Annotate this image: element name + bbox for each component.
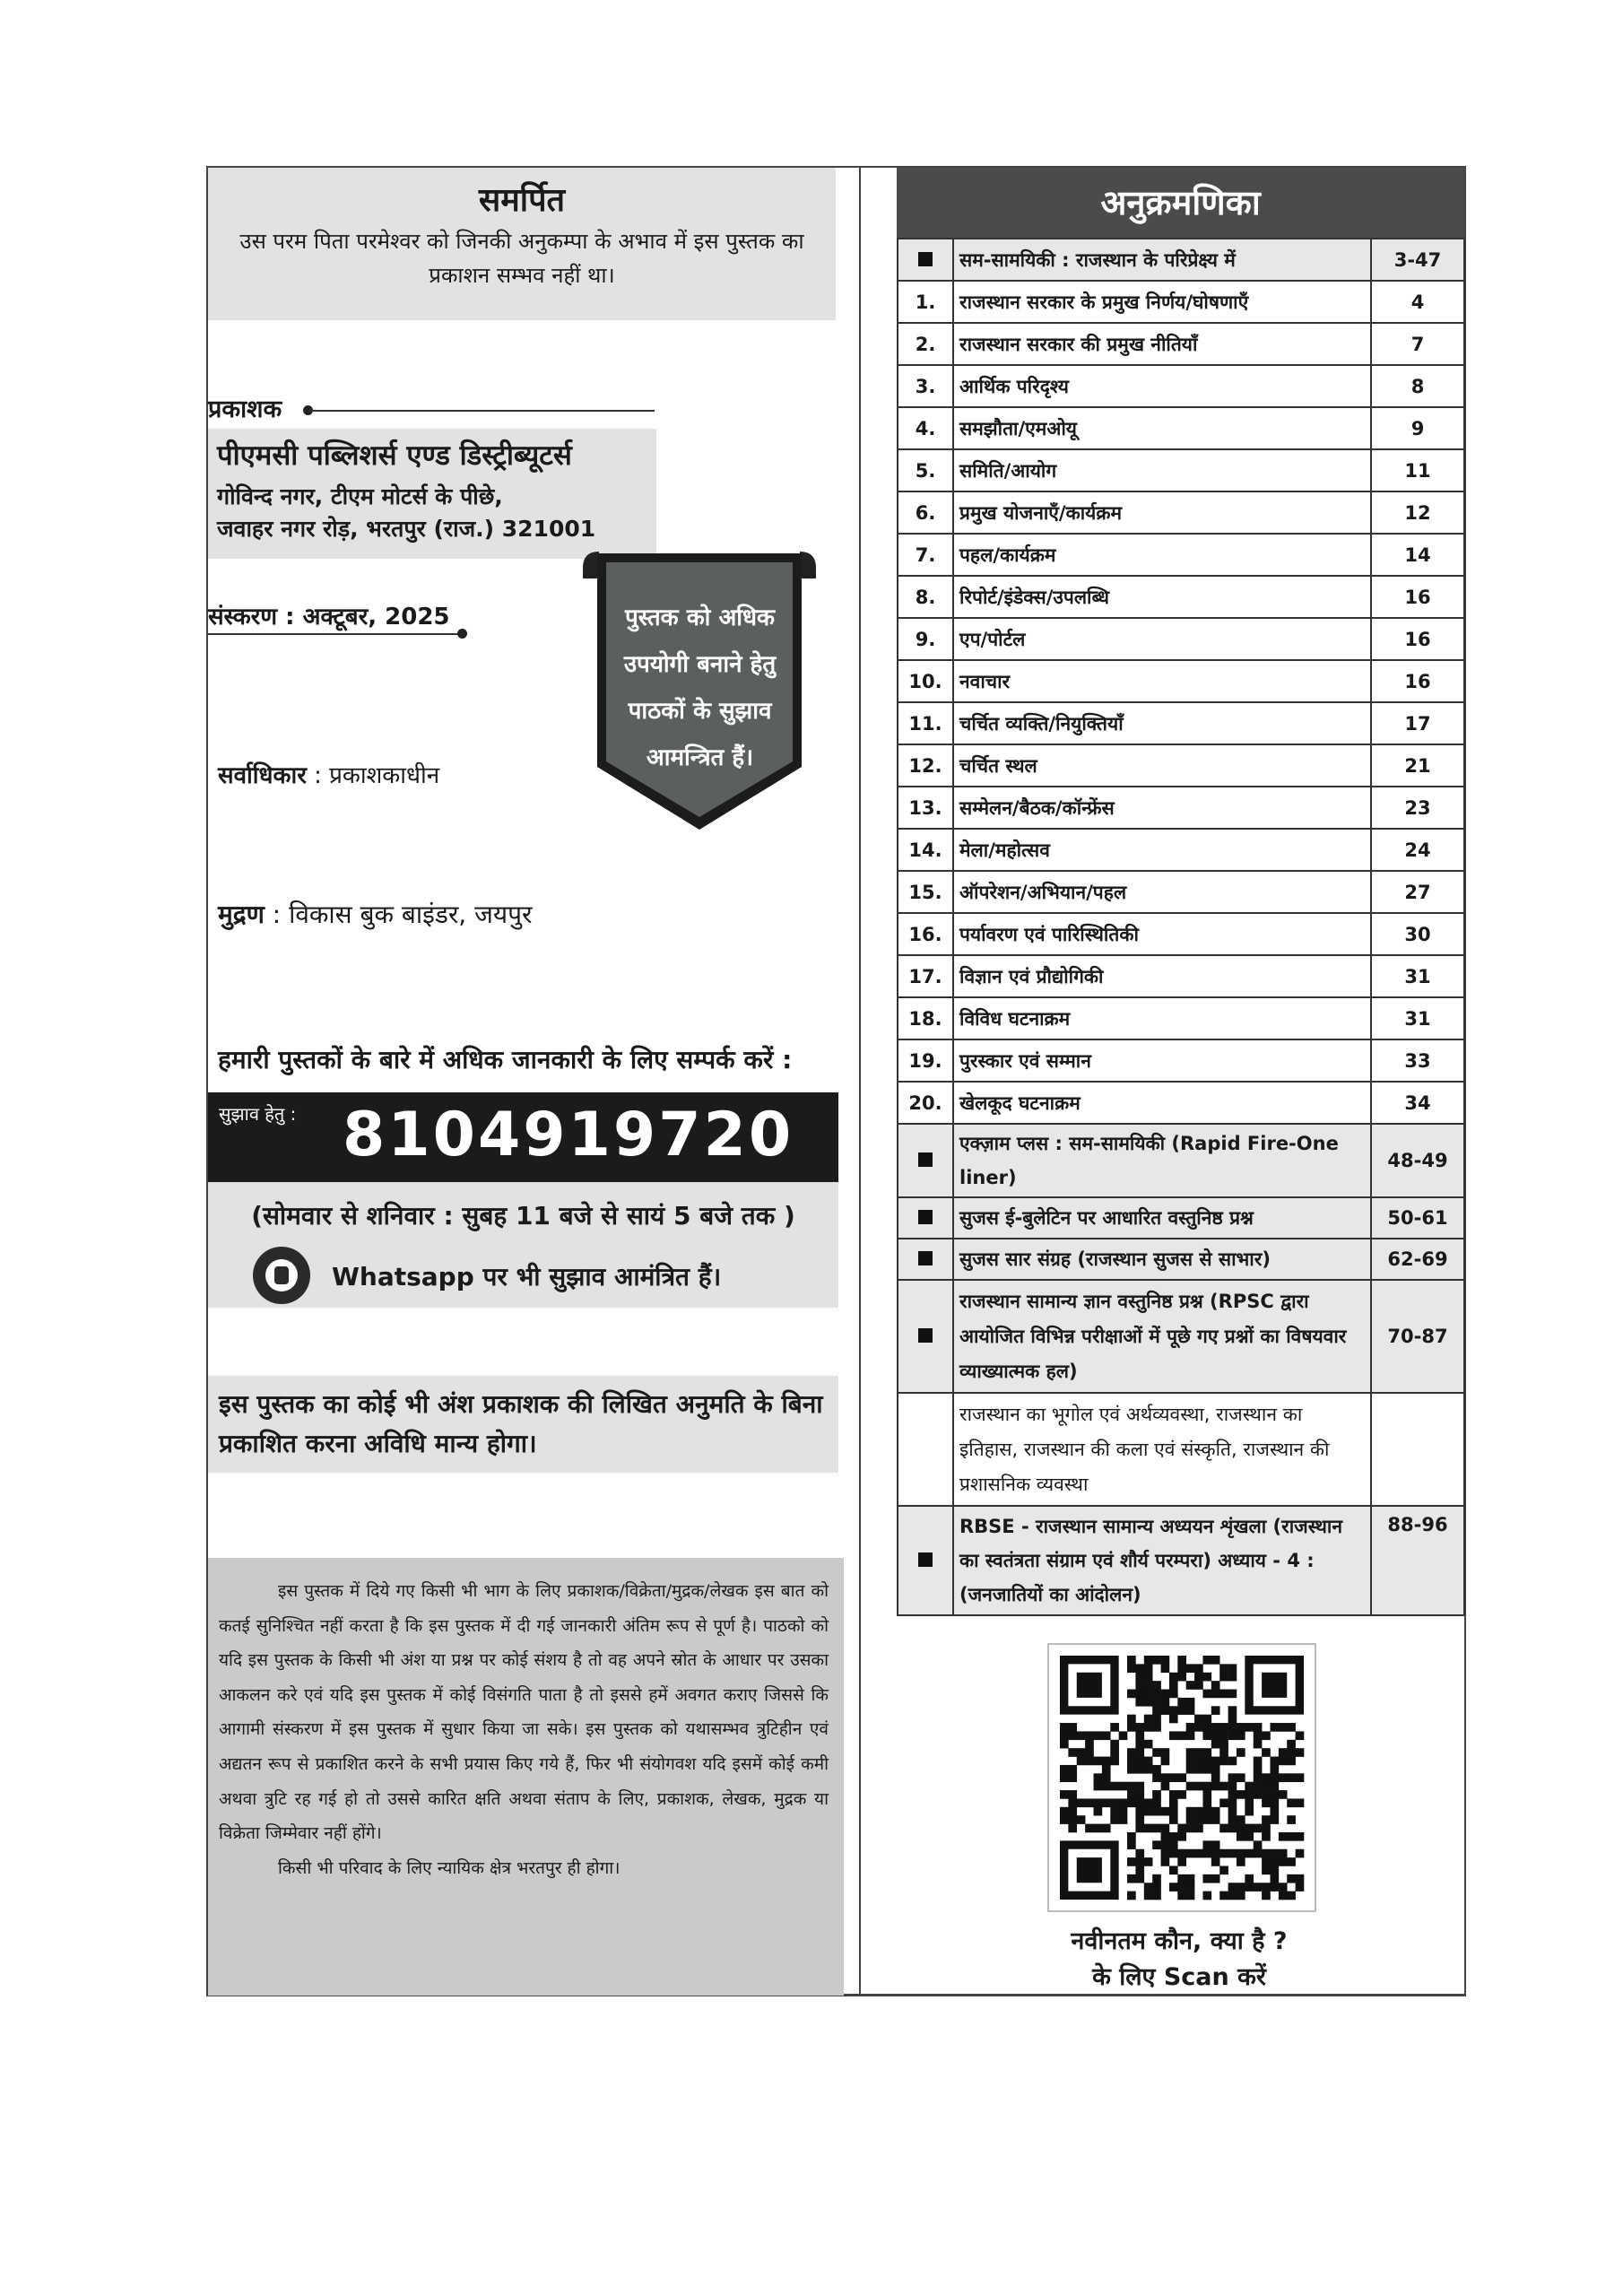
toc-entry-title: RBSE - राजस्थान सामान्य अध्ययन शृंखला (राजस्थान का स्वतंत्रता संग्राम एवं शौर्य परम्परा) अध्याय - 4 : (जनजातियों का आंदोलन): [953, 1506, 1371, 1615]
qr-caption-line2: के लिए Scan करें: [1092, 1963, 1266, 1991]
toc-entry-page: 24: [1371, 829, 1464, 871]
toc-row[interactable]: [898, 491, 1464, 534]
toc-entry-number: 18.: [898, 997, 953, 1039]
disclaimer-paragraph: इस पुस्तक में दिये गए किसी भी भाग के लिए प्रकाशक/विक्रेता/मुद्रक/लेखक इस बात को कतई सुनिश्चित नहीं करता है कि इस पुस्तक में दी गई जानकारी अंतिम रूप से पूर्ण है। पाठको को यदि इस पुस्तक के किसी भी अंश या प्रश्न पर कोई संशय है तो वह अपने स्रोत के आधार पर उसका आकलन करे एवं यदि इस पुस्तक में कोई विसंगति पाता है तो इससे हमें अवगत कराए जिससे कि आगामी संस्करण में इस पुस्तक में सुधार किया जा सके। इस पुस्तक को यथासम्भव त्रुटिहीन एवं अद्यतन रूप से प्रकाशित करने के सभी प्रयास किए गये हैं, फिर भी संयोगवश यदि इसमें कोई कमी अथवा त्रुटि रह गई हो तो उससे कारित क्षति अथवा संताप के लिए, प्रकाशक, लेखक, मुद्रक या विक्रेता जिम्मेवार नहीं होंगे।: [219, 1581, 829, 1844]
toc-entry-number: 7.: [898, 534, 953, 576]
toc-entry-number: 4.: [898, 407, 953, 449]
disclaimer-box: [208, 1558, 844, 1996]
whatsapp-brand: Whatsapp: [332, 1262, 474, 1292]
dedication-text: उस परम पिता परमेश्वर को जिनकी अनुकम्पा के अभाव में इस पुस्तक का प्रकाशन सम्भव नहीं था।: [239, 229, 804, 288]
toc-row[interactable]: [898, 1239, 1464, 1280]
toc-entry-title: ऑपरेशन/अभियान/पहल: [953, 871, 1371, 913]
bullet-dot: [457, 629, 467, 639]
jurisdiction-paragraph: किसी भी परिवाद के लिए न्यायिक क्षेत्र भरतपुर ही होगा।: [278, 1857, 621, 1878]
toc-entry-number: 14.: [898, 829, 953, 871]
toc-row[interactable]: [898, 787, 1464, 829]
toc-entry-title: राजस्थान सरकार की प्रमुख नीतियाँ: [953, 323, 1371, 365]
toc-entry-page: 33: [1371, 1039, 1464, 1082]
publisher-address-line1: गोविन्द नगर, टीएम मोटर्स के पीछे,: [217, 483, 503, 509]
toc-entry-page: 3-47: [1371, 239, 1464, 281]
toc-entry-title: एप/पोर्टल: [953, 618, 1371, 660]
square-bullet-icon: [918, 1328, 933, 1343]
toc-row[interactable]: [898, 913, 1464, 955]
toc-entry-number: 5.: [898, 449, 953, 491]
whatsapp-icon: [253, 1247, 310, 1304]
toc-entry-page: 17: [1371, 702, 1464, 744]
toc-entry-title: पहल/कार्यक्रम: [953, 534, 1371, 576]
toc-row[interactable]: [898, 1506, 1464, 1615]
toc-entry-title: खेलकूद घटनाक्रम: [953, 1082, 1371, 1124]
toc-row[interactable]: [898, 618, 1464, 660]
toc-entry-title: चर्चित व्यक्ति/नियुक्तियाँ: [953, 702, 1371, 744]
suggestion-label: सुझाव हेतु :: [219, 1103, 297, 1125]
toc-entry-title: राजस्थान सामान्य ज्ञान वस्तुनिष्ठ प्रश्न (RPSC द्वारा आयोजित विभिन्न परीक्षाओं में पूछे गए प्रश्नों का विषयवार व्याख्यात्मक हल): [953, 1280, 1371, 1393]
toc-entry-page: 48-49: [1371, 1124, 1464, 1197]
toc-table: [897, 238, 1465, 1616]
phone-bar: [208, 1092, 838, 1182]
toc-entry-number: 2.: [898, 323, 953, 365]
square-bullet-icon: [918, 1552, 933, 1567]
toc-entry-title: प्रमुख योजनाएँ/कार्यक्रम: [953, 491, 1371, 534]
toc-entry-number: 1.: [898, 281, 953, 323]
qr-code-image: [1049, 1645, 1315, 1910]
toc-entry-page: 16: [1371, 618, 1464, 660]
toc-entry-title: विज्ञान एवं प्रौद्योगिकी: [953, 955, 1371, 997]
toc-entry-page: 88-96: [1371, 1506, 1464, 1615]
toc-row[interactable]: [898, 239, 1464, 281]
toc-row[interactable]: [898, 323, 1464, 365]
edition-text: संस्करण : अक्टूबर, 2025: [208, 604, 450, 631]
toc-row[interactable]: [898, 1124, 1464, 1197]
toc-entry-title: एक्ज़ाम प्लस : सम-सामयिकी (Rapid Fire-One liner): [953, 1124, 1371, 1197]
toc-entry-title: सुजस ई-बुलेटिन पर आधारित वस्तुनिष्ठ प्रश्न: [953, 1197, 1371, 1239]
publisher-address-line2: जवाहर नगर रोड़, भरतपुर (राज.) 321001: [217, 516, 596, 542]
toc-row[interactable]: [898, 660, 1464, 702]
publisher-label: प्रकाशक: [208, 396, 282, 423]
toc-entry-page: 34: [1371, 1082, 1464, 1124]
toc-entry-page: 21: [1371, 744, 1464, 787]
dedication-title: समर्पित: [478, 182, 566, 219]
publisher-box: [208, 429, 656, 559]
toc-entry-number: 3.: [898, 365, 953, 407]
toc-entry-title: समिति/आयोग: [953, 449, 1371, 491]
toc-entry-page: 50-61: [1371, 1197, 1464, 1239]
toc-entry-title: मेला/महोत्सव: [953, 829, 1371, 871]
toc-row[interactable]: [898, 871, 1464, 913]
toc-entry-page: 8: [1371, 365, 1464, 407]
qr-caption-line1: नवीनतम कौन, क्या है ?: [1071, 1927, 1288, 1955]
toc-row[interactable]: [898, 1280, 1464, 1393]
toc-entry-number: 20.: [898, 1082, 953, 1124]
printing-value: : विकास बुक बाइंडर, जयपुर: [264, 900, 533, 929]
toc-row[interactable]: [898, 281, 1464, 323]
toc-entry-page: 14: [1371, 534, 1464, 576]
toc-row[interactable]: [898, 1197, 1464, 1239]
toc-entry-number: 15.: [898, 871, 953, 913]
toc-entry-page: 31: [1371, 997, 1464, 1039]
toc-entry-number: 10.: [898, 660, 953, 702]
toc-entry-page: 23: [1371, 787, 1464, 829]
toc-entry-page: 62-69: [1371, 1239, 1464, 1280]
square-bullet-icon: [918, 252, 933, 266]
whatsapp-line: [332, 1259, 721, 1293]
toc-entry-title: सम्मेलन/बैठक/कॉन्फ्रेंस: [953, 787, 1371, 829]
publisher-rule: [309, 410, 655, 412]
toc-entry-page: 70-87: [1371, 1280, 1464, 1393]
toc-entry-number: 11.: [898, 702, 953, 744]
toc-row[interactable]: [898, 744, 1464, 787]
toc-row[interactable]: [898, 449, 1464, 491]
rights-label: सर्वाधिकार: [218, 762, 307, 789]
toc-row[interactable]: [898, 365, 1464, 407]
dedication-box: [208, 168, 836, 320]
toc-entry-page: 11: [1371, 449, 1464, 491]
toc-entry-page: 27: [1371, 871, 1464, 913]
qr-caption: [1004, 1924, 1354, 1996]
toc-entry-number: 9.: [898, 618, 953, 660]
contact-heading: हमारी पुस्तकों के बारे में अधिक जानकारी के लिए सम्पर्क करें :: [218, 1045, 793, 1074]
toc-entry-title: राजस्थान का भूगोल एवं अर्थव्यवस्था, राजस्थान का इतिहास, राजस्थान की कला एवं संस्कृति, राजस्थान की प्रशासनिक व्यवस्था: [953, 1393, 1371, 1506]
edition-rule: [208, 633, 464, 635]
toc-row[interactable]: [898, 576, 1464, 618]
toc-row[interactable]: [898, 1082, 1464, 1124]
whatsapp-text: पर भी सुझाव आमंत्रित हैं।: [473, 1262, 722, 1292]
toc-entry-page: 16: [1371, 576, 1464, 618]
toc-entry-title: सुजस सार संग्रह (राजस्थान सुजस से साभार): [953, 1239, 1371, 1280]
toc-entry-title: आर्थिक परिदृश्य: [953, 365, 1371, 407]
toc-entry-title: विविध घटनाक्रम: [953, 997, 1371, 1039]
square-bullet-icon: [918, 1251, 933, 1265]
copyright-box: [208, 1376, 838, 1473]
toc-entry-number: 16.: [898, 913, 953, 955]
toc-entry-number: 17.: [898, 955, 953, 997]
toc-entry-page: 9: [1371, 407, 1464, 449]
toc-entry-number: 19.: [898, 1039, 953, 1082]
toc-entry-page: 4: [1371, 281, 1464, 323]
toc-row[interactable]: [898, 997, 1464, 1039]
toc-entry-page: [1371, 1393, 1464, 1506]
toc-row[interactable]: [898, 702, 1464, 744]
toc-entry-title: पर्यावरण एवं पारिस्थितिकी: [953, 913, 1371, 955]
banner-text: पुस्तक को अधिक उपयोगी बनाने हेतु पाठकों के सुझाव आमन्त्रित हैं।: [623, 604, 777, 771]
toc-entry-page: 7: [1371, 323, 1464, 365]
toc-entry-title: राजस्थान सरकार के प्रमुख निर्णय/घोषणाएँ: [953, 281, 1371, 323]
suggestion-banner: [574, 543, 825, 839]
toc-entry-page: 30: [1371, 913, 1464, 955]
toc-entry-page: 12: [1371, 491, 1464, 534]
toc-row[interactable]: [898, 829, 1464, 871]
publisher-name: पीएमसी पब्लिशर्स एण्ड डिस्ट्रीब्यूटर्स: [217, 439, 572, 472]
toc-entry-title: नवाचार: [953, 660, 1371, 702]
rights-line: [218, 758, 439, 790]
toc-entry-number: 8.: [898, 576, 953, 618]
printing-line: [218, 897, 532, 931]
copyright-notice: इस पुस्तक का कोई भी अंश प्रकाशक की लिखित अनुमति के बिना प्रकाशित करना अविधि मान्य होगा।: [219, 1389, 823, 1458]
qr-code[interactable]: [1047, 1643, 1316, 1912]
toc-entry-page: 16: [1371, 660, 1464, 702]
printing-label: मुद्रण: [218, 900, 265, 929]
toc-entry-number: 13.: [898, 787, 953, 829]
toc-row[interactable]: [898, 407, 1464, 449]
toc-entry-title: पुरस्कार एवं सम्मान: [953, 1039, 1371, 1082]
square-bullet-icon: [918, 1152, 933, 1167]
toc-row[interactable]: [898, 534, 1464, 576]
toc-entry-title: चर्चित स्थल: [953, 744, 1371, 787]
contact-hours: (सोमवार से शनिवार : सुबह 11 बजे से सायं 5 बजे तक ): [251, 1201, 795, 1231]
rights-value: : प्रकाशकाधीन: [306, 762, 440, 789]
toc-entry-title: सम-सामयिकी : राजस्थान के परिप्रेक्ष्य में: [953, 239, 1371, 281]
toc-entry-title: समझौता/एमओयू: [953, 407, 1371, 449]
toc-entry-number: 6.: [898, 491, 953, 534]
toc-title: अनुक्रमणिका: [897, 168, 1464, 238]
toc-row[interactable]: [898, 1039, 1464, 1082]
square-bullet-icon: [918, 1210, 933, 1224]
column-divider: [859, 166, 861, 1996]
toc-entry-number: 12.: [898, 744, 953, 787]
phone-number[interactable]: 8104919720: [343, 1100, 794, 1170]
toc-row[interactable]: [898, 955, 1464, 997]
toc-row[interactable]: [898, 1393, 1464, 1506]
toc-entry-title: रिपोर्ट/इंडेक्स/उपलब्धि: [953, 576, 1371, 618]
toc-entry-page: 31: [1371, 955, 1464, 997]
